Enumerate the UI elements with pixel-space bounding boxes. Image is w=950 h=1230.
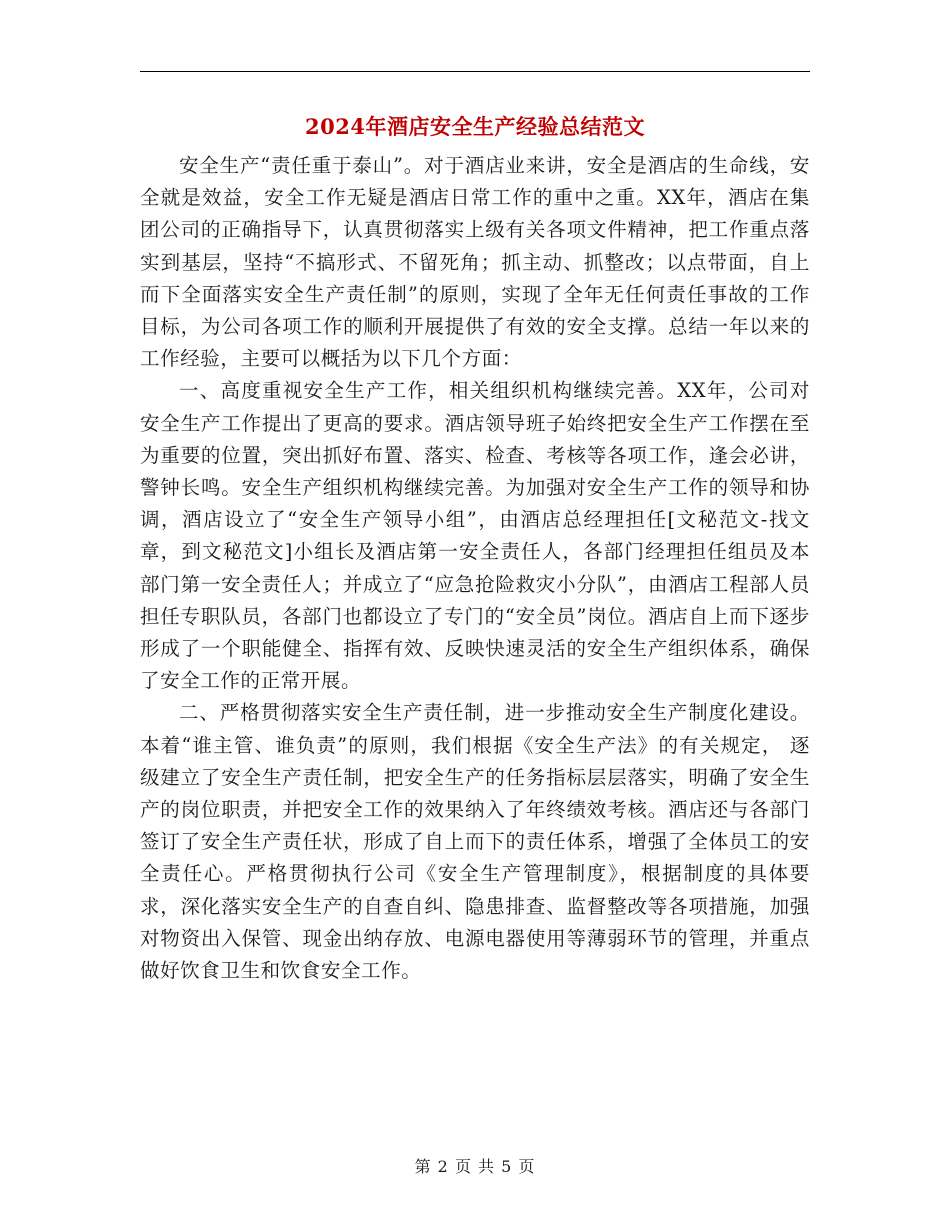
page-number-footer: 第 2 页 共 5 页 — [414, 1157, 536, 1176]
paragraph-intro: 安全生产“责任重于泰山”。对于酒店业来讲，安全是酒店的生命线，安全就是效益，安全工作无疑是酒店日常工作的重中之重。XX年，酒店在集团公司的正确指导下，认真贯彻落实上级有关各项文件精神，把工作重点落实到基层，坚持“不搞形式、不留死角；抓主动、抓整改；以点带面，自上而下全面落实安全生产责任制”的原则，实现了全年无任何责任事故的工作目标，为公司各项工作的顺利开展提供了有效的安全支撑。总结一年以来的工作经验，主要可以概括为以下几个方面： — [140, 154, 810, 371]
header-rule — [140, 71, 810, 72]
paragraph-section-1: 一、高度重视安全生产工作，相关组织机构继续完善。XX年，公司对安全生产工作提出了更高的要求。酒店领导班子始终把安全生产工作摆在至为重要的位置，突出抓好布置、落实、检查、考核等各项工作，逢会必讲，警钟长鸣。安全生产组织机构继续完善。为加强对安全生产工作的领导和协调，酒店设立了“安全生产领导小组”，由酒店总经理担任[文秘范文-找文章，到文秘范文]小组长及酒店第一安全责任人，各部门经理担任组员及本部门第一安全责任人；并成立了“应急抢险救灾小分队”，由酒店工程部人员担任专职队员，各部门也都设立了专门的“安全员”岗位。酒店自上而下逐步形成了一个职能健全、指挥有效、反映快速灵活的安全生产组织体系，确保了安全工作的正常开展。 — [140, 379, 810, 693]
document-title: 2024年酒店安全生产经验总结范文 — [305, 114, 645, 139]
paragraph-section-2: 二、严格贯彻落实安全生产责任制，进一步推动安全生产制度化建设。本着“谁主管、谁负责”的原则，我们根据《安全生产法》的有关规定， 逐级建立了安全生产责任制，把安全生产的任务指标层层落实，明确了安全生产的岗位职责，并把安全工作的效果纳入了年终绩效考核。酒店还与各部门签订了安全生产责任状，形成了自上而下的责任体系，增强了全体员工的安全责任心。严格贯彻执行公司《安全生产管理制度》，根据制度的具体要求，深化落实安全生产的自查自纠、隐患排查、监督整改等各项措施，加强对物资出入保管、现金出纳存放、电源电器使用等薄弱环节的管理，并重点做好饮食卫生和饮食安全工作。 — [140, 701, 810, 983]
document-body — [140, 150, 810, 987]
